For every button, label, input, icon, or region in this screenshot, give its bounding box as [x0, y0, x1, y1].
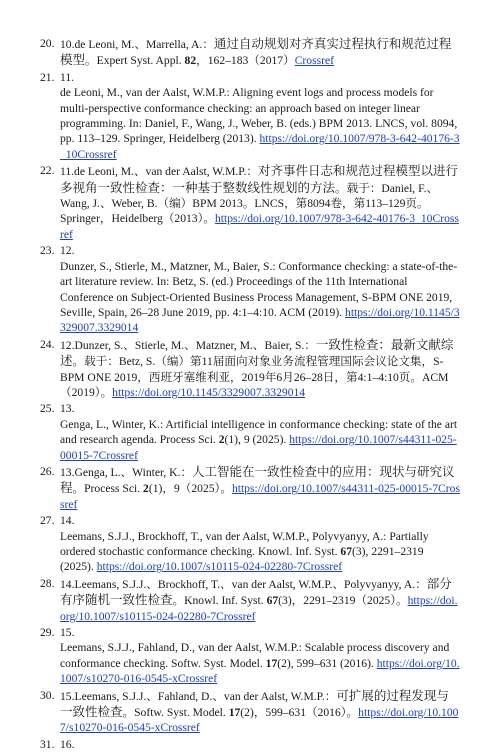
reference-line — [60, 85, 460, 162]
doi-link[interactable]: https://doi.org/10.1007/s44311-025-00015-7Crossref — [60, 482, 460, 511]
reference-text: 。Knowl. Inf. Syst. — [172, 594, 267, 608]
translated-title: 通过自动规划对齐真实过程执行和规范过程模型 — [60, 36, 452, 68]
reference-text: 。Process Sci. — [72, 482, 144, 496]
reference-item — [0, 688, 500, 736]
reference-line — [60, 513, 460, 528]
reference-text: (3)，2291–2319（2025）。 — [278, 594, 408, 608]
reference-line — [60, 737, 460, 752]
reference-item — [0, 243, 500, 335]
reference-number: 22 . — [40, 163, 60, 178]
doi-link[interactable]: https://doi.org/10.1007/s10115-024-02280-7Crossref — [96, 560, 343, 574]
reference-list — [0, 36, 500, 753]
doi-link[interactable]: https://doi.org/10.1007/978-3-642-40176-3_10Crossref — [60, 132, 460, 161]
reference-line — [60, 529, 460, 575]
reference-line — [60, 576, 460, 624]
reference-text: 15.Leemans, S.J.J.、Fahland, D.、van der Aalst, W.M.P.： — [60, 689, 337, 703]
reference-line — [60, 259, 460, 336]
volume-number: 17 — [228, 706, 241, 720]
reference-line — [60, 464, 460, 512]
reference-line — [60, 337, 460, 401]
reference-text: 13. — [60, 402, 75, 416]
reference-number: 25 . — [40, 401, 60, 416]
translated-title: 一致性检查：最新文献综述 — [60, 336, 454, 369]
translated-title: 部分有序随机一致性检查 — [60, 575, 452, 608]
reference-line — [60, 417, 460, 463]
reference-text: Leemans, S.J.J., Fahland, D., van der Aalst, W.M.P.: Scalable process discovery and conformance checking. Softw. Syst. Model. — [60, 641, 450, 670]
doi-link[interactable]: https://doi.org/10.1145/3329007.3329014 — [60, 305, 460, 335]
reference-line — [60, 36, 460, 69]
reference-number: 31 . — [40, 737, 60, 752]
reference-number: 20 . — [40, 36, 60, 51]
doi-link[interactable]: https://doi.org/10.1007/s10270-016-0545-xCrossref — [60, 706, 459, 735]
reference-number: 26 . — [40, 464, 60, 479]
translated-title: 人工智能在一致性检查中的应用：现状与研究议程 — [60, 463, 455, 496]
reference-item — [0, 337, 500, 401]
reference-text: (2), 599–631 (2016). — [277, 656, 377, 670]
doi-link[interactable]: https://doi.org/10.1145/3329007.3329014 — [112, 385, 306, 399]
volume-number: 67 — [266, 594, 279, 608]
reference-line — [60, 70, 460, 85]
doi-link[interactable]: https://doi.org/10.1007/s10115-024-02280-7Crossref — [60, 594, 458, 623]
reference-text: 11. — [60, 70, 75, 84]
reference-text: 14. — [60, 514, 75, 528]
reference-item — [0, 36, 500, 69]
reference-text: 13.Genga, L.、Winter, K.： — [60, 465, 193, 479]
reference-line — [60, 401, 460, 416]
reference-text: (3), 2291–2319 (2025). — [60, 545, 424, 574]
reference-line — [60, 640, 460, 686]
reference-text: Genga, L., Winter, K.: Artificial intelligence in conformance checking: state of the art and research agenda. Process Sci. — [60, 417, 458, 447]
reference-number: 29 . — [40, 625, 60, 640]
reference-number: 23 . — [40, 243, 60, 258]
reference-text: (2)，599–631（2016）。 — [240, 706, 359, 720]
reference-line — [60, 625, 460, 640]
reference-item — [0, 163, 500, 242]
reference-line — [60, 243, 460, 258]
reference-text: (1), 9 (2025). — [224, 433, 290, 447]
reference-line — [60, 163, 460, 242]
reference-text: 。载于：Betz, S.（编）第11届面向对象业务流程管理国际会议论文集，S-BPM ONE 2019，西班牙塞维利亚，2019年6月26–28日，第4:1–4:10页。ACM（2019）。 — [60, 355, 449, 399]
reference-text: 12.Dunzer, S.、Stierle, M.、Matzner, M.、Baier, S.： — [60, 338, 316, 352]
reference-number: 27 . — [40, 513, 60, 528]
reference-text: 。Softw. Syst. Model. — [122, 706, 229, 720]
doi-link[interactable]: https://doi.org/10.1007/s10270-016-0545-xCrossref — [60, 656, 460, 686]
reference-number: 24 . — [40, 337, 60, 352]
reference-text: 。载于：Daniel, F.、Wang, J.、Weber, B.（编）BPM 2013。LNCS，第8094卷，第113–129页。Springer，Heidelberg（2013）。 — [60, 181, 439, 226]
reference-text: Leemans, S.J.J., Brockhoff, T., van der Aalst, W.M.P., Polyvyanyy, A.: Partially ordered stochastic conformance checking. Knowl. Inf. Syst. — [60, 529, 429, 558]
reference-text: 14.Leemans, S.J.J.、Brockhoff, T.、van der Aalst, W.M.P.、Polyvyanyy, A.： — [60, 577, 427, 591]
volume-number: 67 — [340, 545, 353, 558]
reference-text: 12. — [60, 244, 75, 258]
reference-text: 15. — [60, 626, 75, 640]
reference-text: 11.de Leoni, M.、van der Aalst, W.M.P.： — [60, 165, 258, 179]
reference-number: 21 . — [40, 70, 60, 85]
translated-title: 可扩展的过程发现与一致性检查 — [60, 687, 449, 720]
reference-item — [0, 576, 500, 624]
volume-number: 2 — [218, 433, 225, 447]
reference-item — [0, 70, 500, 162]
doi-link[interactable]: https://doi.org/10.1007/978-3-642-40176-3_10Crossref — [60, 212, 459, 241]
reference-line — [60, 688, 460, 736]
reference-item — [0, 464, 500, 512]
reference-text: 16. — [60, 737, 75, 751]
reference-text: 10.de Leoni, M.、Marrella, A.： — [60, 38, 214, 51]
volume-number: 17 — [265, 656, 278, 670]
reference-text: Dunzer, S., Stierle, M., Matzner, M., Baier, S.: Conformance checking: a state-of-the-art literature review. In: Betz, S. (ed.) Proceedings of the 11th International Conference on Subject-Oriented Business Process Management, S-BPM ONE 2019, Seville, Spain, 26–28 June 2019, pp. 4:1–4:10. ACM (2019). — [60, 259, 458, 319]
reference-text: 。Expert Syst. Appl. — [85, 54, 185, 68]
doi-link[interactable]: Crossref — [294, 54, 334, 68]
reference-text: (1)，9（2025）。 — [148, 482, 232, 496]
reference-item — [0, 737, 500, 752]
reference-number: 28 . — [40, 576, 60, 591]
reference-number: 30 . — [40, 688, 60, 703]
reference-text: ，162–183（2017） — [196, 54, 295, 68]
volume-number: 2 — [143, 482, 149, 496]
reference-item — [0, 513, 500, 575]
reference-item — [0, 625, 500, 687]
volume-number: 82 — [184, 54, 197, 68]
reference-item — [0, 401, 500, 463]
translated-title: 对齐事件日志和规范过程模型以进行多视角一致性检查：一种基于整数线性规划的方法 — [60, 163, 458, 195]
reference-text: de Leoni, M., van der Aalst, W.M.P.: Aligning event logs and process models for multi-perspective conformance checking: an approach based on integer linear programming. In: Daniel, F., Wang, J., Weber, B. (eds.) BPM 2013. LNCS, vol. 8094, pp. 113–129. Springer, Heidelberg (2013). — [60, 86, 458, 146]
doi-link[interactable]: https://doi.org/10.1007/s44311-025-00015-7Crossref — [60, 433, 457, 462]
